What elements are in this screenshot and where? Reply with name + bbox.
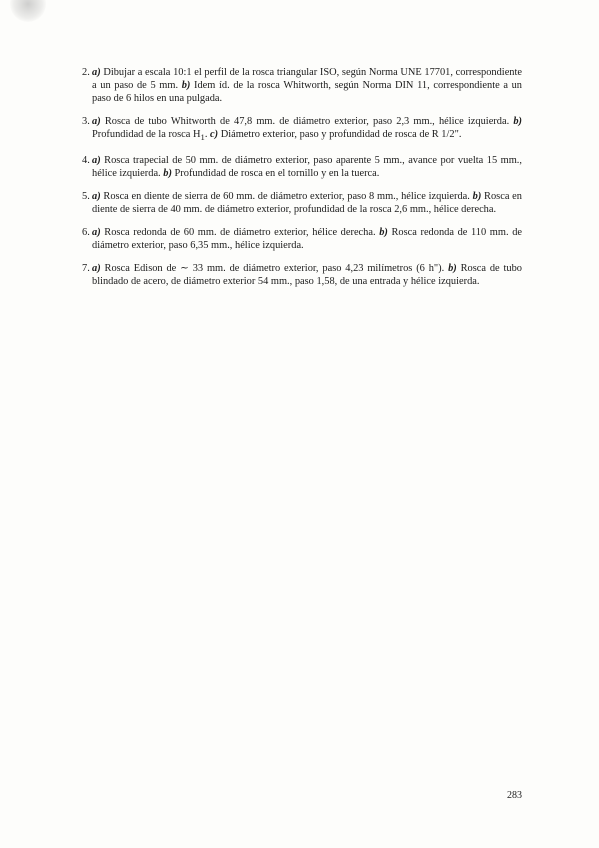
part-b-text: Rosca redonda de 110 mm. de diámetro exterior, paso 6,35 mm., hélice izquierda.	[92, 227, 522, 252]
part-b-label: b)	[513, 116, 522, 127]
exercise-6	[82, 226, 522, 252]
scan-smudge	[10, 0, 46, 22]
exercise-number: 5.	[82, 191, 90, 203]
part-a-text: Rosca redonda de 60 mm. de diámetro exterior, hélice derecha.	[100, 227, 380, 239]
page-number: 283	[507, 790, 522, 801]
exercise-number: 2.	[82, 67, 90, 78]
part-b-text: Rosca de tubo blindado de acero, de diámetro exterior 54 mm., paso 1,58, de una entrada y hélice izquierda.	[92, 263, 522, 288]
exercise-2	[82, 66, 522, 105]
exercise-4	[82, 154, 522, 180]
exercise-number: 6.	[82, 227, 90, 239]
part-a-label: a)	[92, 263, 101, 275]
part-b-text: Idem íd. de la rosca Whitworth, según Norma DIN 11, correspondiente a un paso de 6 hilos en una pulgada.	[92, 80, 522, 104]
part-a-text: Rosca trapecial de 50 mm. de diámetro exterior, paso aparente 5 mm., avance por vuelta 15 mm., hélice izquierda.	[92, 155, 522, 180]
part-c-label: c)	[210, 129, 219, 140]
part-b-text: Rosca en diente de sierra de 40 mm. de diámetro exterior, profundidad de la rosca 2,6 mm., hélice derecha.	[92, 191, 522, 216]
part-a-text: Rosca en diente de sierra de 60 mm. de diámetro exterior, paso 8 mm., hélice izquierda.	[100, 191, 473, 203]
part-b-after: .	[204, 129, 211, 140]
exercise-3	[82, 115, 522, 144]
part-b-label: b)	[181, 80, 191, 91]
exercise-list	[82, 66, 522, 298]
part-a-label: a)	[92, 191, 101, 203]
exercise-number: 7.	[82, 263, 90, 275]
exercise-number: 3.	[82, 116, 90, 127]
part-a-label: a)	[92, 67, 101, 78]
exercise-number: 4.	[82, 155, 90, 167]
exercise-5	[82, 190, 522, 216]
part-b-text: Profundidad de la rosca H	[92, 129, 201, 140]
part-b-label: b)	[472, 191, 482, 203]
part-b-text: Profundidad de rosca en el tornillo y en la tuerca.	[171, 168, 380, 180]
part-b-label: b)	[163, 168, 172, 180]
part-a-label: a)	[92, 227, 101, 239]
part-a-label: a)	[92, 116, 101, 127]
subscript: 1	[200, 132, 205, 143]
part-a-text: Dibujar a escala 10:1 el perfil de la rosca triangular ISO, según Norma UNE 17701, correspondiente a un paso de 5 mm.	[92, 67, 522, 91]
part-c-text: Diámetro exterior, paso y profundidad de rosca de R 1/2".	[218, 129, 462, 140]
part-b-label: b)	[379, 227, 388, 239]
part-a-text: Rosca Edison de ∼ 33 mm. de diámetro exterior, paso 4,23 milímetros (6 h").	[100, 263, 449, 275]
part-b-label: b)	[448, 263, 457, 275]
part-a-label: a)	[92, 155, 101, 167]
part-a-text: Rosca de tubo Whitworth de 47,8 mm. de diámetro exterior, paso 2,3 mm., hélice izquierda.	[100, 116, 514, 127]
exercise-7	[82, 262, 522, 288]
